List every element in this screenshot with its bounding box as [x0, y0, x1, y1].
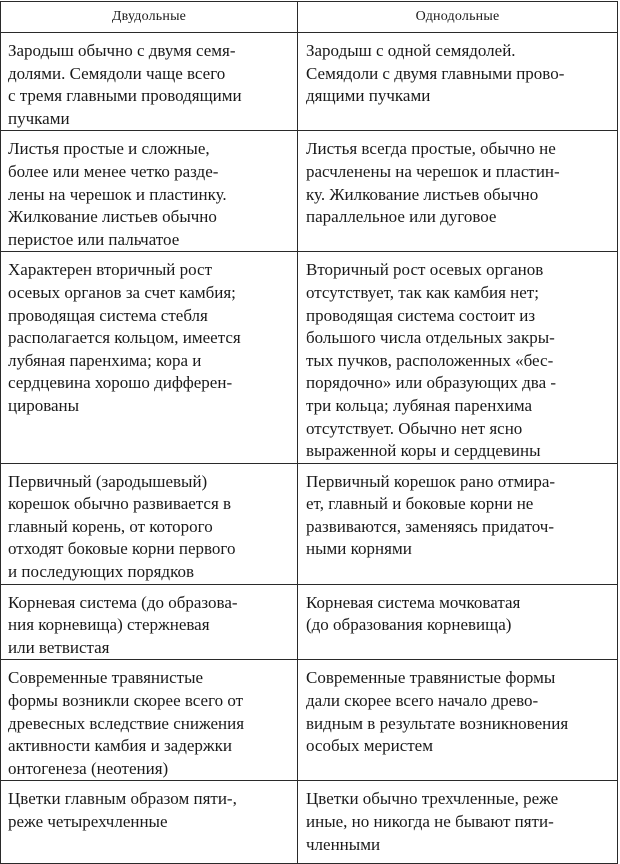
cell-dicots — [1, 33, 298, 131]
table-row — [1, 781, 618, 864]
cell-text: Современные травянистые формы дали скорее всего начало древо- видным в результате возникновения особых меристем — [306, 668, 569, 756]
cell-text: Цветки обычно трехчленные, реже иные, но никогда не бывают пяти- членными — [306, 789, 559, 854]
header-dicots: Двудольные — [1, 2, 298, 33]
cell-text: Первичный корешок рано отмира- ет, главный и боковые корни не развиваются, заменяясь придаточ- ными корнями — [306, 471, 556, 559]
cell-dicots — [1, 131, 298, 252]
cell-text: Вторичный рост осевых органов отсутствует, так как камбия нет; проводящая система состоит из большого числа отдельных закры- тых пучков, расположенных «бес- порядочно» или образующих два - три кольца; лубяная паренхима отсутствует. Обычно нет ясно выраженной коры и сердцевины — [306, 260, 557, 461]
cell-dicots — [1, 252, 298, 463]
cell-text: Цветки главным образом пяти-, реже четырехчленные — [8, 789, 237, 831]
cell-dicots — [1, 463, 298, 584]
cell-monocots — [298, 131, 618, 252]
cell-text: Характерен вторичный рост осевых органов за счет камбия; проводящая система стебля располагается кольцом, имеется лубяная паренхима; кора и сердцевина хорошо дифферен- цированы — [8, 260, 241, 415]
cell-text: Листья простые и сложные, более или менее четко разде- лены на черешок и пластинку. Жилкование листьев обычно перистое или пальчатое — [8, 139, 227, 249]
cell-monocots — [298, 781, 618, 864]
cell-text: Корневая система мочковатая (до образования корневища) — [306, 592, 521, 635]
table-row — [1, 660, 618, 781]
table-row — [1, 584, 618, 660]
cell-text: Первичный (зародышевый) корешок обычно развивается в главный корень, от которого отходят боковые корни первого и последующих порядков — [8, 471, 236, 582]
cell-text: Зародыш обычно с двумя семя- долями. Семядоли чаще всего с тремя главными проводящими пучками — [8, 41, 242, 128]
comparison-table — [0, 1, 618, 864]
cell-dicots — [1, 584, 298, 660]
table-row — [1, 252, 618, 463]
table-header-row — [1, 2, 618, 33]
table-row — [1, 33, 618, 131]
cell-text: Листья всегда простые, обычно не расчленены на черешок и пластин- ку. Жилкование листьев обычно параллельное или дуговое — [306, 139, 560, 227]
table-row — [1, 131, 618, 252]
cell-dicots — [1, 660, 298, 781]
table-row — [1, 463, 618, 584]
cell-text: Зародыш с одной семядолей. Семядоли с двумя главными прово- дящими пучками — [306, 41, 565, 106]
cell-text: Корневая система (до образова- ния корневища) стержневая или ветвистая — [8, 592, 238, 657]
cell-dicots — [1, 781, 298, 864]
cell-text: Современные травянистые формы возникли скорее всего от древесных вследствие снижения активности камбия и задержки онтогенеза (неотения) — [8, 668, 245, 778]
cell-monocots — [298, 660, 618, 781]
cell-monocots — [298, 584, 618, 660]
header-monocots: Однодольные — [298, 2, 618, 33]
cell-monocots — [298, 33, 618, 131]
cell-monocots — [298, 252, 618, 463]
cell-monocots — [298, 463, 618, 584]
